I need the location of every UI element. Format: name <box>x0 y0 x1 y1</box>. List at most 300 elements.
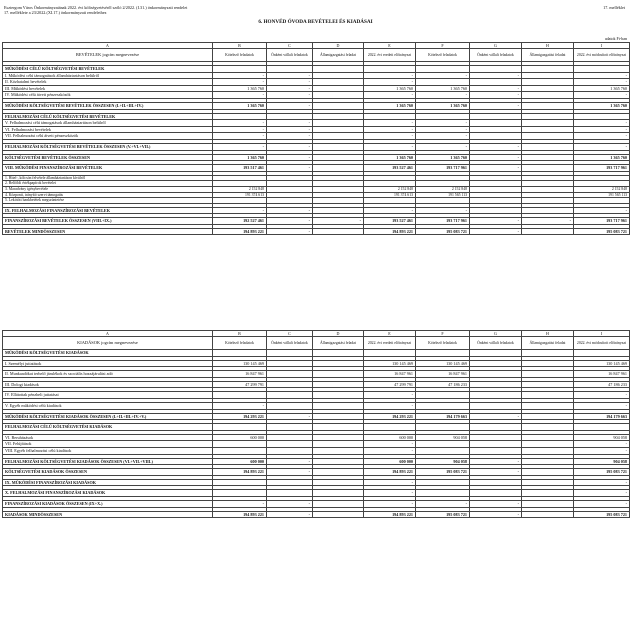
row-label: II. Munkaadókat terhelő járulékok és szociális hozzájárulási adó <box>3 371 213 378</box>
column-header-i: 2022. évi módosított előirányzat <box>574 337 630 350</box>
amount-cell <box>267 360 313 367</box>
amount-cell <box>522 458 574 465</box>
amount-cell <box>522 511 574 518</box>
column-letter: A <box>3 43 213 49</box>
amount-cell <box>313 350 364 357</box>
revenue-row <box>3 72 630 79</box>
amount-cell: 600 000 <box>213 458 267 465</box>
amount-cell: - <box>574 143 630 150</box>
amount-cell: 1 365 760 <box>574 85 630 92</box>
column-letter: F <box>416 331 470 337</box>
amount-cell <box>470 392 522 399</box>
expenditure-row <box>3 500 630 507</box>
amount-cell <box>522 434 574 441</box>
amount-cell: - <box>470 413 522 420</box>
amount-cell: 1 365 760 <box>574 154 630 161</box>
column-header-e: 2022. évi eredeti előirányzat <box>364 49 416 62</box>
amount-cell: - <box>364 402 416 409</box>
amount-cell <box>416 479 470 486</box>
amount-cell <box>522 66 574 73</box>
amount-cell: - <box>267 133 313 140</box>
amount-cell <box>522 143 574 150</box>
amount-cell <box>470 126 522 133</box>
amount-cell <box>267 424 313 431</box>
column-header-c: Önként vállalt feladatok <box>267 337 313 350</box>
amount-cell: - <box>364 490 416 497</box>
column-letter: C <box>267 43 313 49</box>
row-label: 1. Hitel-, kölcsön felvétele államháztartáson kívülről <box>3 175 213 181</box>
amount-cell: - <box>213 72 267 79</box>
expenditure-row <box>3 424 630 431</box>
amount-cell <box>522 350 574 357</box>
amount-cell <box>313 511 364 518</box>
column-letter: G <box>470 331 522 337</box>
amount-cell: 16 847 961 <box>364 371 416 378</box>
amount-cell: - <box>574 120 630 127</box>
amount-cell: - <box>470 154 522 161</box>
row-label: V. Felhalmozási célú támogatások államháztartáson belülről <box>3 120 213 127</box>
revenue-row <box>3 126 630 133</box>
row-label: MŰKÖDÉSI KÖLTSÉGVETÉSI KIADÁSOK <box>3 350 213 357</box>
amount-cell <box>313 441 364 448</box>
amount-cell: 1 365 760 <box>364 154 416 161</box>
amount-cell <box>470 113 522 120</box>
amount-cell: - <box>470 102 522 109</box>
row-label: VII. Felújítások <box>3 441 213 448</box>
amount-cell: - <box>267 143 313 150</box>
amount-cell: 600 000 <box>364 434 416 441</box>
row-label: VIII. Egyéb felhalmozási célú kiadások <box>3 447 213 454</box>
amount-cell <box>213 441 267 448</box>
amount-cell <box>313 143 364 150</box>
amount-cell: 1 365 760 <box>416 102 470 109</box>
expenditure-row <box>3 511 630 518</box>
revenue-row <box>3 165 630 172</box>
amount-cell <box>522 72 574 79</box>
row-label: FELHALMOZÁSI KÖLTSÉGVETÉSI KIADÁSOK ÖSSZESEN (VI.+VII.+VIII.) <box>3 458 213 465</box>
amount-cell <box>267 479 313 486</box>
column-header-d: Államigazgatási feladat <box>313 337 364 350</box>
amount-cell <box>522 479 574 486</box>
amount-cell: - <box>416 126 470 133</box>
amount-cell <box>470 79 522 86</box>
amount-cell: - <box>364 143 416 150</box>
amount-cell: 194 893 221 <box>364 228 416 235</box>
amount-cell <box>313 490 364 497</box>
expenditure-row <box>3 360 630 367</box>
amount-cell: 1 365 760 <box>416 85 470 92</box>
amount-cell <box>522 371 574 378</box>
column-header-g: Önként vállalt feladatok <box>470 337 522 350</box>
amount-cell: 192 527 461 <box>213 218 267 225</box>
row-label: IV. Működési célú átvett pénzeszközök <box>3 92 213 99</box>
expenditure-table <box>2 330 630 518</box>
amount-cell: 16 847 961 <box>213 371 267 378</box>
amount-cell: - <box>470 469 522 476</box>
row-label: I. Működési célú támogatások államháztartáson belülről <box>3 72 213 79</box>
expenditure-row <box>3 434 630 441</box>
amount-cell <box>470 350 522 357</box>
amount-cell: - <box>267 413 313 420</box>
amount-cell <box>267 402 313 409</box>
amount-cell: 193 717 961 <box>574 218 630 225</box>
amount-cell <box>313 85 364 92</box>
amount-cell <box>313 207 364 214</box>
amount-cell <box>313 402 364 409</box>
amount-cell: - <box>470 500 522 507</box>
header-line-1: Esztergom Város Önkormányzatának 2022. évi költségvetéséről szóló 2/2022. (I.31.) önkormányzati rendelet <box>4 5 188 10</box>
amount-cell <box>522 113 574 120</box>
amount-cell: - <box>470 92 522 99</box>
row-label: KÖLTSÉGVETÉSI KIADÁSOK ÖSSZESEN <box>3 469 213 476</box>
amount-cell: - <box>470 218 522 225</box>
amount-cell <box>267 350 313 357</box>
amount-cell: 194 893 221 <box>364 511 416 518</box>
column-letter: D <box>313 331 364 337</box>
amount-cell: - <box>267 120 313 127</box>
expenditure-row <box>3 469 630 476</box>
header-line-2: 17. melléklete a 23/2022.(XI.17.) önkormányzati rendelethez <box>4 10 107 15</box>
amount-cell: - <box>364 92 416 99</box>
column-header-i: 2022. évi módosított előirányzat <box>574 49 630 62</box>
column-header-h: Államigazgatási feladat <box>522 337 574 350</box>
amount-cell <box>522 500 574 507</box>
row-label: MŰKÖDÉSI CÉLÚ KÖLTSÉGVETÉSI BEVÉTELEK <box>3 66 213 73</box>
column-header-f: Kötelező feladatok <box>416 49 470 62</box>
amount-cell: - <box>574 79 630 86</box>
row-label: V. Egyéb működési célú kiadások <box>3 402 213 409</box>
amount-cell: - <box>213 402 267 409</box>
amount-cell <box>416 66 470 73</box>
expenditure-row <box>3 490 630 497</box>
amount-cell: - <box>416 120 470 127</box>
column-letter: D <box>313 43 364 49</box>
amount-cell: - <box>470 143 522 150</box>
row-label: BEVÉTELEK MINDÖSSZESEN <box>3 228 213 235</box>
column-header-b: Kötelező feladatok <box>213 337 267 350</box>
amount-cell: 193 527 461 <box>364 165 416 172</box>
amount-cell <box>213 66 267 73</box>
amount-cell <box>313 424 364 431</box>
amount-cell: - <box>267 154 313 161</box>
amount-cell: 191 565 113 <box>574 192 630 198</box>
amount-cell <box>522 402 574 409</box>
row-label: X. FELHALMOZÁSI FINANSZÍROZÁSI KIADÁSOK <box>3 490 213 497</box>
amount-cell <box>267 434 313 441</box>
amount-cell <box>522 92 574 99</box>
amount-cell <box>313 120 364 127</box>
row-label: VI. Felhalmozási bevételek <box>3 126 213 133</box>
amount-cell: 130 145 469 <box>416 360 470 367</box>
amount-cell: 904 058 <box>416 458 470 465</box>
amount-cell <box>522 413 574 420</box>
amount-cell: - <box>574 490 630 497</box>
row-label: I. Személyi juttatások <box>3 360 213 367</box>
amount-cell: - <box>267 228 313 235</box>
amount-cell <box>364 350 416 357</box>
column-letter: E <box>364 331 416 337</box>
amount-cell <box>267 381 313 388</box>
amount-cell <box>313 458 364 465</box>
amount-cell <box>522 79 574 86</box>
amount-cell: 1 365 760 <box>213 85 267 92</box>
amount-cell: - <box>267 102 313 109</box>
amount-cell: 194 893 221 <box>213 228 267 235</box>
column-letter: I <box>574 331 630 337</box>
amount-cell: - <box>213 207 267 214</box>
amount-cell: 194 293 221 <box>213 413 267 420</box>
amount-cell: - <box>267 458 313 465</box>
amount-cell: 195 083 721 <box>574 228 630 235</box>
amount-cell <box>416 490 470 497</box>
amount-cell: - <box>416 92 470 99</box>
row-label: 3. Maradvány igénybevétele <box>3 186 213 192</box>
amount-cell <box>313 371 364 378</box>
amount-cell <box>522 85 574 92</box>
row-label: II. Közhatalmi bevételek <box>3 79 213 86</box>
row-label: KÖLTSÉGVETÉSI BEVÉTELEK ÖSSZESEN <box>3 154 213 161</box>
amount-cell <box>522 469 574 476</box>
amount-cell: 194 893 221 <box>213 469 267 476</box>
amount-cell: 195 083 721 <box>416 511 470 518</box>
amount-cell <box>522 424 574 431</box>
amount-cell <box>522 447 574 454</box>
column-header-g: Önként vállalt feladatok <box>470 49 522 62</box>
amount-cell <box>267 392 313 399</box>
column-header-e: 2022. évi eredeti előirányzat <box>364 337 416 350</box>
amount-cell: 195 083 721 <box>574 469 630 476</box>
amount-cell <box>416 424 470 431</box>
amount-cell: 130 145 469 <box>364 360 416 367</box>
amount-cell <box>313 79 364 86</box>
column-letter: G <box>470 43 522 49</box>
amount-cell: - <box>416 500 470 507</box>
row-label: 5. Lekötött bankbetétek megszüntetése <box>3 198 213 204</box>
amount-cell: 130 145 469 <box>574 360 630 367</box>
revenue-row <box>3 85 630 92</box>
amount-cell: - <box>267 126 313 133</box>
amount-cell <box>213 392 267 399</box>
amount-cell: - <box>574 402 630 409</box>
amount-cell <box>522 102 574 109</box>
amount-cell: 1 365 760 <box>213 154 267 161</box>
revenue-row <box>3 102 630 109</box>
amount-cell <box>313 154 364 161</box>
column-letter: B <box>213 43 267 49</box>
revenue-row <box>3 154 630 161</box>
amount-cell: - <box>267 218 313 225</box>
row-label: FINANSZÍROZÁSI BEVÉTELEK ÖSSZESEN (VIII.+IX.) <box>3 218 213 225</box>
amount-cell <box>522 228 574 235</box>
amount-cell: 904 058 <box>416 434 470 441</box>
amount-cell: 904 058 <box>574 458 630 465</box>
amount-cell: - <box>574 447 630 454</box>
amount-cell <box>470 133 522 140</box>
amount-cell <box>470 381 522 388</box>
amount-cell: - <box>574 479 630 486</box>
amount-cell: - <box>574 92 630 99</box>
amount-cell <box>213 350 267 357</box>
amount-cell: 16 847 961 <box>416 371 470 378</box>
amount-cell: - <box>364 72 416 79</box>
amount-cell <box>470 479 522 486</box>
amount-cell <box>416 447 470 454</box>
amount-cell <box>313 434 364 441</box>
amount-cell <box>313 360 364 367</box>
amount-cell: 195 083 721 <box>416 469 470 476</box>
amount-cell: 1 365 760 <box>364 102 416 109</box>
amount-cell <box>522 126 574 133</box>
column-header-row <box>3 49 630 62</box>
row-label: 4. Központi, irányító szervi támogatás <box>3 192 213 198</box>
amount-cell <box>416 392 470 399</box>
revenue-row <box>3 79 630 86</box>
amount-cell <box>574 113 630 120</box>
revenue-row <box>3 218 630 225</box>
amount-cell: - <box>364 79 416 86</box>
amount-cell: - <box>364 133 416 140</box>
column-header-a: BEVÉTELEK jogcím megnevezése <box>3 49 213 62</box>
row-label: MŰKÖDÉSI KÖLTSÉGVETÉSI BEVÉTELEK ÖSSZESEN (I.+II.+III.+IV.) <box>3 102 213 109</box>
amount-cell: - <box>416 133 470 140</box>
amount-cell: - <box>267 207 313 214</box>
revenue-row <box>3 228 630 235</box>
amount-cell: - <box>213 143 267 150</box>
amount-cell: - <box>267 72 313 79</box>
amount-cell: 193 717 961 <box>416 165 470 172</box>
row-label: VIII. MŰKÖDÉSI FINANSZÍROZÁSI BEVÉTELEK <box>3 165 213 172</box>
amount-cell: 47 299 791 <box>213 381 267 388</box>
amount-cell: 16 847 961 <box>574 371 630 378</box>
amount-cell: - <box>213 133 267 140</box>
revenue-row <box>3 143 630 150</box>
amount-cell <box>470 66 522 73</box>
row-label: III. Dologi kiadások <box>3 381 213 388</box>
amount-cell <box>522 381 574 388</box>
amount-cell <box>470 360 522 367</box>
amount-cell: - <box>267 500 313 507</box>
amount-cell <box>313 500 364 507</box>
amount-cell: 1 365 760 <box>574 102 630 109</box>
revenue-row <box>3 120 630 127</box>
row-label: III. Működési bevételek <box>3 85 213 92</box>
row-label: IV. Ellátottak pénzbeli juttatásai <box>3 392 213 399</box>
amount-cell: 1 365 760 <box>213 102 267 109</box>
expenditure-row <box>3 402 630 409</box>
amount-cell: 47 186 233 <box>574 381 630 388</box>
amount-cell: 194 893 221 <box>213 511 267 518</box>
amount-cell: - <box>416 143 470 150</box>
expenditure-row <box>3 381 630 388</box>
amount-cell <box>416 79 470 86</box>
amount-cell: - <box>267 469 313 476</box>
amount-cell: 194 179 663 <box>574 413 630 420</box>
row-label: FELHALMOZÁSI KÖLTSÉGVETÉSI BEVÉTELEK ÖSSZESEN (V.+VI.+VII.) <box>3 143 213 150</box>
amount-cell <box>313 413 364 420</box>
amount-cell <box>574 350 630 357</box>
amount-cell: - <box>364 441 416 448</box>
amount-cell: - <box>213 500 267 507</box>
amount-cell: 193 527 461 <box>364 218 416 225</box>
column-letter: H <box>522 43 574 49</box>
amount-cell: - <box>364 447 416 454</box>
revenue-row <box>3 133 630 140</box>
amount-cell: 193 717 961 <box>416 218 470 225</box>
amount-cell: 191 374 613 <box>213 192 267 198</box>
amount-cell <box>267 113 313 120</box>
expenditure-row <box>3 447 630 454</box>
amount-cell <box>313 126 364 133</box>
amount-cell: - <box>313 218 364 225</box>
amount-cell <box>313 102 364 109</box>
amount-cell: - <box>574 72 630 79</box>
amount-cell: - <box>267 511 313 518</box>
amount-cell: - <box>574 392 630 399</box>
amount-cell <box>470 371 522 378</box>
amount-cell <box>416 350 470 357</box>
row-label: FELHALMOZÁSI CÉLÚ KÖLTSÉGVETÉSI BEVÉTELEK <box>3 113 213 120</box>
amount-cell: - <box>364 479 416 486</box>
amount-cell <box>470 447 522 454</box>
amount-cell: 195 083 721 <box>574 511 630 518</box>
amount-cell: - <box>364 500 416 507</box>
amount-cell: 195 083 721 <box>416 228 470 235</box>
amount-cell: 194 293 221 <box>364 413 416 420</box>
row-label: KIADÁSOK MINDÖSSZESEN <box>3 511 213 518</box>
amount-cell <box>267 371 313 378</box>
expenditure-row <box>3 413 630 420</box>
amount-cell <box>313 447 364 454</box>
amount-cell <box>313 381 364 388</box>
amount-cell: - <box>213 120 267 127</box>
page-label: 17. melléklet <box>603 5 625 10</box>
amount-cell: - <box>470 458 522 465</box>
amount-cell <box>213 479 267 486</box>
amount-cell: 600 000 <box>213 434 267 441</box>
amount-cell: 600 000 <box>364 458 416 465</box>
amount-cell <box>470 434 522 441</box>
amount-cell: 194 179 663 <box>416 413 470 420</box>
amount-cell <box>267 441 313 448</box>
row-label: 2. Belföldi értékpapírok bevételei <box>3 181 213 187</box>
revenue-table <box>2 42 630 235</box>
page-title: 6. HONVÉD ÓVODA BEVÉTELEI ÉS KIADÁSAI <box>258 19 373 25</box>
amount-cell <box>313 469 364 476</box>
amount-cell: - <box>364 392 416 399</box>
amount-cell: 130 145 469 <box>213 360 267 367</box>
amount-cell <box>470 207 522 214</box>
unit-label: adatok Ft-ban <box>604 36 627 41</box>
column-letter: E <box>364 43 416 49</box>
amount-cell <box>213 424 267 431</box>
amount-cell <box>522 441 574 448</box>
amount-cell <box>267 490 313 497</box>
amount-cell <box>213 447 267 454</box>
column-header-f: Kötelező feladatok <box>416 337 470 350</box>
amount-cell <box>313 479 364 486</box>
amount-cell: 1 365 760 <box>416 154 470 161</box>
amount-cell <box>364 424 416 431</box>
amount-cell: - <box>213 126 267 133</box>
amount-cell <box>522 392 574 399</box>
amount-cell: 1 365 760 <box>364 85 416 92</box>
column-header-c: Önként vállalt feladatok <box>267 49 313 62</box>
amount-cell: - <box>416 207 470 214</box>
row-label: FELHALMOZÁSI CÉLÚ KÖLTSÉGVETÉSI KIADÁSOK <box>3 424 213 431</box>
amount-cell <box>470 441 522 448</box>
amount-cell <box>213 490 267 497</box>
amount-cell <box>416 441 470 448</box>
